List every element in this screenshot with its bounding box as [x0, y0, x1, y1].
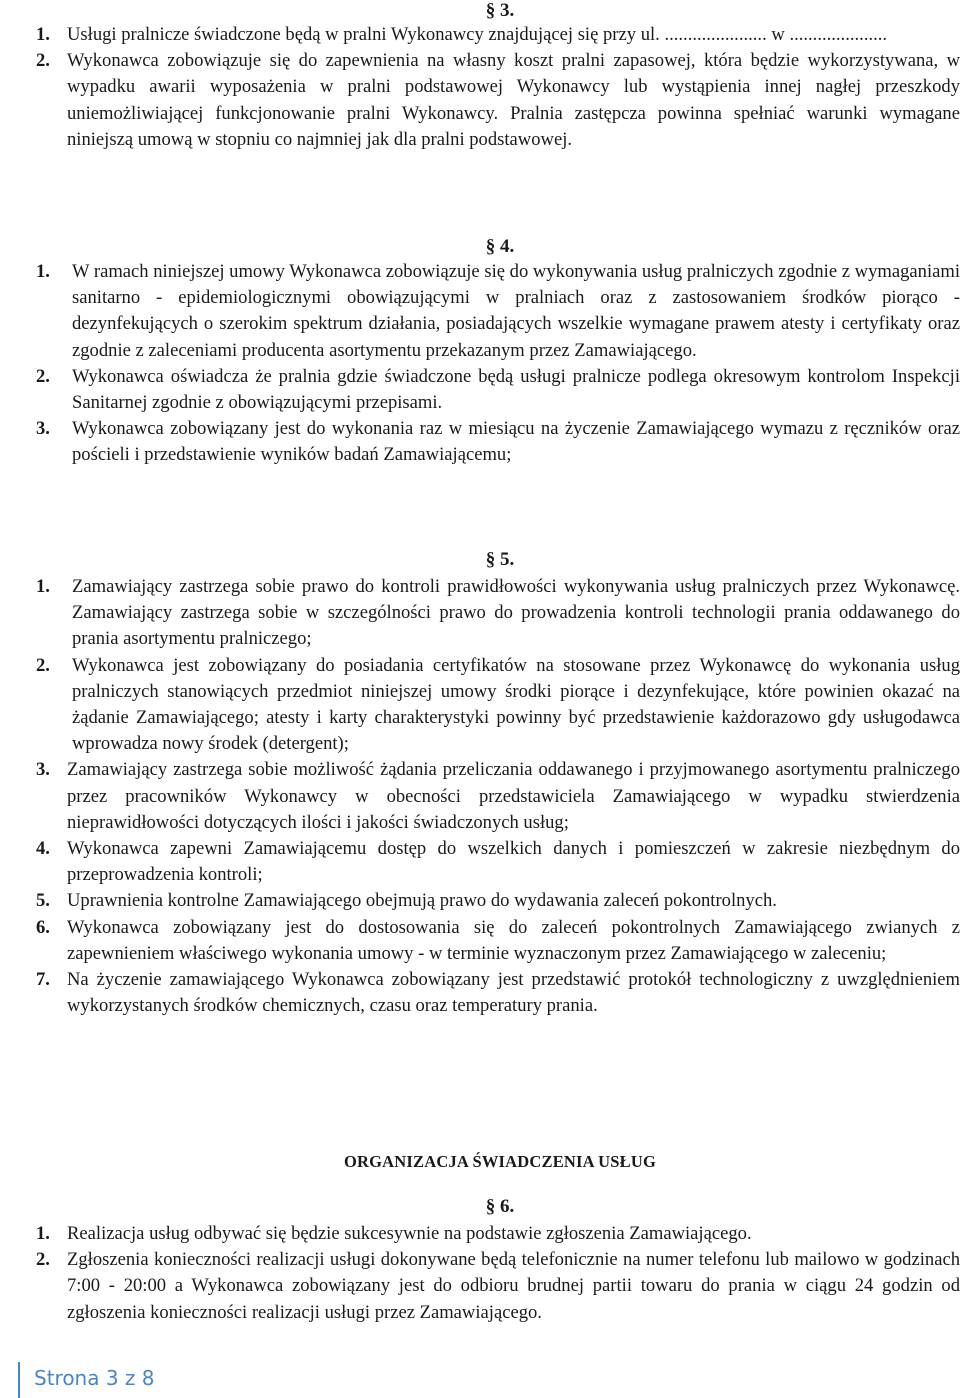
- list-item: [0, 259, 960, 364]
- item-number: 1.: [36, 24, 50, 45]
- list-item: [0, 48, 960, 153]
- item-text: Wykonawca zapewni Zamawiającemu dostęp do wszelkich danych i pomieszczeń w zakresie niezbędnym do przeprowadzenia kontroli;: [67, 838, 960, 886]
- item-number: 3.: [36, 418, 50, 440]
- item-number: 2.: [36, 365, 50, 387]
- list-item: [0, 364, 960, 416]
- item-number: 2.: [36, 1249, 50, 1271]
- item-text: W ramach niniejszej umowy Wykonawca zobowiązuje się do wykonywania usług pralniczych zgodnie z wymaganiami sanitarno - epidemiologicznymi obowiązującymi w pralniach oraz z zastosowaniem środków piorąco - dezynfekujących o szerokim spektrum działania, posiadających wszelkie wymagane prawem atesty i certyfikaty oraz zgodnie z zaleceniami producenta asortymentu przekazanym przez Zamawiającego.: [72, 261, 960, 361]
- item-number: 7.: [36, 969, 50, 991]
- list-item: [0, 416, 960, 468]
- list-item: [0, 836, 960, 888]
- item-text: Zgłoszenia konieczności realizacji usługi dokonywane będą telefonicznie na numer telefonu lub mailowo w godzinach 7:00 - 20:00 a Wykonawca zobowiązany jest do odbioru brudnej partii towaru do prania w ciągu 24 godzin od zgłoszenia konieczności realizacji usługi przez Zamawiającego.: [67, 1249, 960, 1323]
- page-footer: [18, 1362, 155, 1398]
- item-text: Wykonawca zobowiązany jest do dostosowania się do zaleceń pokontrolnych Zamawiającego zwianych z zapewnieniem właściwego wykonania umowy - w terminie wyznaczonym przez Zamawiającego w zaleceniu;: [67, 916, 960, 964]
- section-5-heading: § 5.: [485, 549, 515, 570]
- section-6-body: [0, 1221, 960, 1326]
- item-text: Wykonawca zobowiązany jest do wykonania raz w miesiącu na życzenie Zamawiającego wymazu z ręczników oraz pościeli i przedstawienie wyników badań Zamawiającemu;: [72, 418, 960, 466]
- item-text: Na życzenie zamawiającego Wykonawca zobowiązany jest przedstawić protokół technologiczny z uwzględnieniem wykorzystanych środków chemicznych, czasu oraz temperatury prania.: [67, 969, 960, 1017]
- item-number: 2.: [36, 50, 50, 72]
- list-item: [0, 22, 960, 48]
- list-item: [0, 574, 960, 653]
- section-6-heading: § 6.: [485, 1196, 515, 1217]
- item-text: Realizacja usług odbywać się będzie sukcesywnie na podstawie zgłoszenia Zamawiającego.: [67, 1223, 752, 1244]
- list-item: [0, 653, 960, 758]
- list-item: [0, 915, 960, 967]
- section-4-heading: § 4.: [485, 236, 515, 257]
- item-number: 1.: [36, 1223, 50, 1244]
- list-item: [0, 888, 960, 914]
- item-number: 2.: [36, 654, 50, 676]
- organization-heading: ORGANIZACJA ŚWIADCZENIA USŁUG: [343, 1152, 657, 1171]
- item-number: 4.: [36, 838, 50, 860]
- list-item: [0, 757, 960, 836]
- item-number: 6.: [36, 916, 50, 938]
- section-3-heading: § 3.: [485, 0, 515, 21]
- list-item: [0, 1221, 960, 1247]
- item-text: Wykonawca oświadcza że pralnia gdzie świadczone będą usługi pralnicze podlega okresowym kontrolom Inspekcji Sanitarnej zgodnie z obowiązującymi przepisami.: [72, 365, 960, 414]
- item-text: Zamawiający zastrzega sobie prawo do kontroli prawidłowości wykonywania usług pralniczych przez Wykonawcę. Zamawiający zastrzega sobie w szczególności prawo do prowadzenia kontroli technologii prania oddawanego do prania asortymentu pralniczego;: [72, 576, 960, 650]
- item-number: 1.: [36, 576, 50, 597]
- item-number: 3.: [36, 759, 50, 781]
- item-text: Wykonawca jest zobowiązany do posiadania certyfikatów na stosowane przez Wykonawcę do wykonania usług pralniczych stanowiących przedmiot niniejszej umowy środki piorące i dezynfekujące, które powinien okazać na żądanie Zamawiającego; atesty i karty charakterystyki powinny być przedstawienie każdorazowo gdy usługodawca wprowadza nowy środek (detergent);: [72, 654, 960, 755]
- item-text: Uprawnienia kontrolne Zamawiającego obejmują prawo do wydawania zaleceń pokontrolnych.: [67, 890, 777, 912]
- list-item: [0, 967, 960, 1019]
- item-text: Usługi pralnicze świadczone będą w pralni Wykonawcy znajdującej się przy ul. ...................... w .....................: [67, 24, 888, 45]
- item-number: 5.: [36, 890, 50, 912]
- page-number-label: Strona 3 z 8: [34, 1366, 155, 1390]
- item-number: 1.: [36, 261, 50, 282]
- section-3-body: [0, 22, 960, 153]
- section-4-body: [0, 259, 960, 469]
- list-item: [0, 1247, 960, 1326]
- section-5-body: [0, 574, 960, 1019]
- item-text: Wykonawca zobowiązuje się do zapewnienia na własny koszt pralni zapasowej, która będzie wykorzystywana, w wypadku awarii wyposażenia w pralni podstawowej Wykonawcy lub wystąpienia innej nagłej przeszkody uniemożliwiającej funkcjonowanie pralni Wykonawcy. Pralnia zastępcza powinna spełniać warunki wymagane niniejszą umową w stopniu co najmniej jak dla pralni podstawowej.: [67, 50, 960, 150]
- item-text: Zamawiający zastrzega sobie możliwość żądania przeliczania oddawanego i przyjmowanego asortymentu pralniczego przez pracowników Wykonawcy w obecności przedstawiciela Zamawiającego w wypadku stwierdzenia nieprawidłowości dotyczących ilości i jakości świadczonych usług;: [67, 759, 960, 833]
